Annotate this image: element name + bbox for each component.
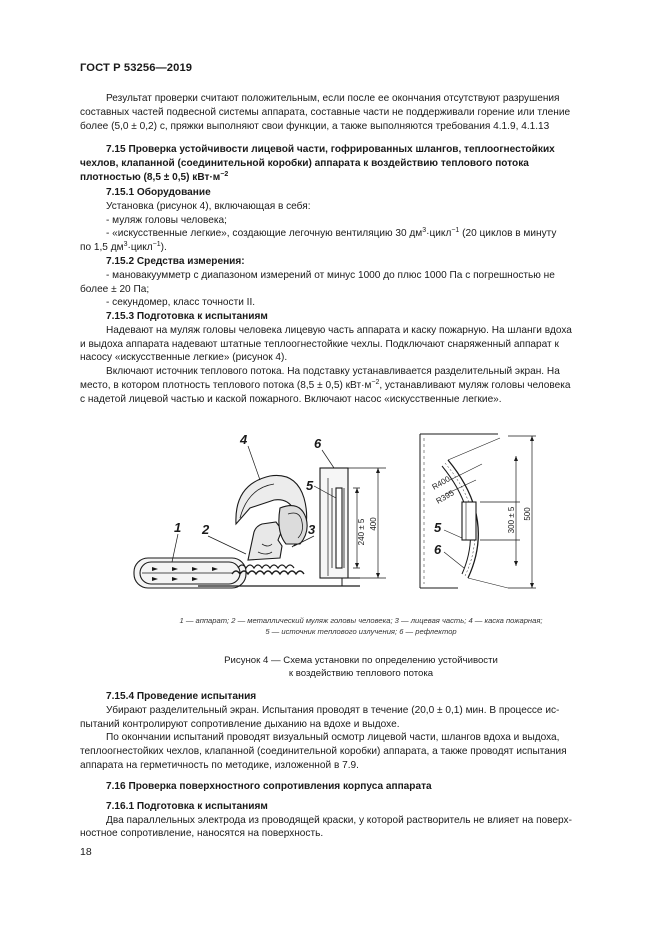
caption-line: 5 — источник теплового излучения; 6 — рефлектор (265, 627, 457, 636)
section-7-15-1 (80, 186, 616, 255)
intro-line: Результат проверки считают положительным, если после ее окончания отсутствуют разрушения (106, 93, 560, 104)
text-line: насосу «искусственные легкие» (рисунок 4). (80, 352, 288, 364)
sup: 3 (422, 227, 427, 235)
caption-line: 1 — аппарат; 2 — металлический муляж головы человека; 3 — лицевая часть; 4 — каска пожарная; (179, 616, 543, 625)
text-line: теплоогнестойких чехлов, клапанной (соединительной коробки) аппарата, а также проводят испытания (80, 746, 567, 758)
radius-400: R400 (430, 474, 452, 492)
text: место, в котором плотность теплового потока (8,5 ± 0,5) кВт·м (80, 379, 372, 391)
text-line: Надевают на муляж головы человека лицевую часть аппарата и каску пожарную. На шланги вдоха (106, 324, 572, 336)
text-line: - муляж головы человека; (106, 214, 227, 226)
text-line: Убирают разделительный экран. Испытания проводят в течение (20,0 ± 0,1) мин. В процессе ис- (106, 704, 560, 716)
text: ·цикл (127, 242, 153, 254)
text-line: - мановакуумметр с диапазоном измерений от минус 1000 до плюс 1000 Па с погрешностью не (106, 269, 555, 281)
text-line: Включают источник теплового потока. На подставку устанавливается разделительный экран. На (106, 366, 560, 378)
text-line: и выдоха аппарата надевают штатные теплоогнестойкие чехлы. Подключают снаряженный аппарат к (80, 338, 559, 350)
text-line: аппарата на герметичность по методике, изложенной в 7.9. (80, 759, 359, 771)
figure-title-line: к воздействию теплового потока (288, 668, 434, 679)
figure-4-diagram (128, 428, 538, 600)
text-line: ностное сопротивление, наносятся на поверхность. (80, 828, 324, 840)
text-line (80, 241, 616, 255)
dim-400: 400 (369, 517, 378, 531)
text-line (80, 379, 616, 393)
section-7-15-2 (80, 255, 616, 310)
figure-title-line: Рисунок 4 — Схема установки по определению устойчивости (224, 655, 498, 666)
sup: 3 (123, 241, 128, 249)
heading-line: чехлов, клапанной (соединительной коробки) аппарата к воздействию теплового потока (80, 157, 529, 169)
section-7-16 (80, 780, 616, 841)
text: ). (160, 242, 167, 254)
section-7-15-heading (80, 143, 616, 184)
text-line: - секундомер, класс точности II. (106, 297, 256, 309)
sup: −2 (371, 378, 380, 386)
text: , устанавливают муляж головы человека (379, 379, 571, 391)
radius-395: R395 (434, 488, 456, 506)
sup: −1 (152, 241, 161, 249)
figure-label-6-right: 6 (434, 542, 442, 557)
heading-sup: −2 (220, 170, 229, 178)
text-line: более ± 20 Па; (80, 283, 150, 295)
text-line (106, 227, 616, 241)
face-mask (279, 506, 307, 544)
text-line: пытаний контролируют сопротивление дыханию на вдохе и выдохе. (80, 718, 400, 730)
text-line: По окончании испытаний проводят визуальный осмотр лицевой части, шлангов вдоха и выдоха, (106, 732, 560, 744)
text: (20 циклов в минуту (459, 228, 557, 240)
figure-label-6: 6 (314, 436, 322, 451)
heat-source (336, 488, 342, 568)
intro-line: составных частей подвесной системы аппарата, составные части не поддерживали горение или тление (80, 106, 571, 118)
subsection-title: 7.16.1 Подготовка к испытаниям (106, 800, 268, 812)
text: ·цикл (426, 228, 452, 240)
section-7-15-3 (80, 310, 616, 407)
subsection-title: 7.15.1 Оборудование (106, 187, 211, 198)
section-7-15-4 (80, 690, 616, 773)
intro-line: более (5,0 ± 0,2) с, пряжки выполняют свои функции, а также выполняются требования 4.1.9, 4.1.13 (80, 120, 550, 132)
standard-header: ГОСТ Р 53256—2019 (80, 62, 193, 74)
page-number: 18 (80, 846, 92, 858)
figure-label-4: 4 (240, 432, 248, 447)
heading-line: 7.15 Проверка устойчивости лицевой части, гофрированных шлангов, теплоогнестойких (106, 144, 555, 155)
figure-label-5-right: 5 (434, 520, 442, 535)
subsection-title: 7.15.2 Средства измерения: (106, 256, 245, 267)
figure-label-2: 2 (202, 522, 210, 537)
figure-label-1: 1 (174, 520, 182, 535)
dim-500: 500 (523, 507, 532, 521)
section-heat-source (462, 502, 476, 540)
subsection-title: 7.15.4 Проведение испытания (106, 691, 257, 702)
heading-line (80, 171, 616, 185)
text-line: Два параллельных электрода из проводящей краски, у которой растворитель не влияет на поверх- (106, 814, 572, 826)
sup: −1 (451, 227, 460, 235)
text-line: с надетой лицевой частью и каской пожарного. Включают насос «искусственные легкие». (80, 393, 502, 405)
section-view-frame (420, 434, 498, 588)
section-title: 7.16 Проверка поверхностного сопротивления корпуса аппарата (106, 781, 432, 792)
dim-300: 300 ± 5 (507, 506, 516, 534)
dim-240: 240 ± 5 (357, 518, 366, 546)
figure-label-5: 5 (306, 478, 314, 493)
subsection-title: 7.15.3 Подготовка к испытаниям (106, 311, 268, 322)
text: по 1,5 дм (80, 242, 124, 254)
figure-title (106, 654, 616, 680)
text: - «искусственные легкие», создающие легочную вентиляцию 30 дм (106, 228, 423, 240)
figure-label-3: 3 (308, 522, 316, 537)
heading-text: плотностью (8,5 ± 0,5) кВт·м (80, 171, 221, 183)
intro-paragraph (80, 92, 616, 133)
text-line: Установка (рисунок 4), включающая в себя: (106, 200, 311, 212)
figure-caption (106, 615, 616, 637)
